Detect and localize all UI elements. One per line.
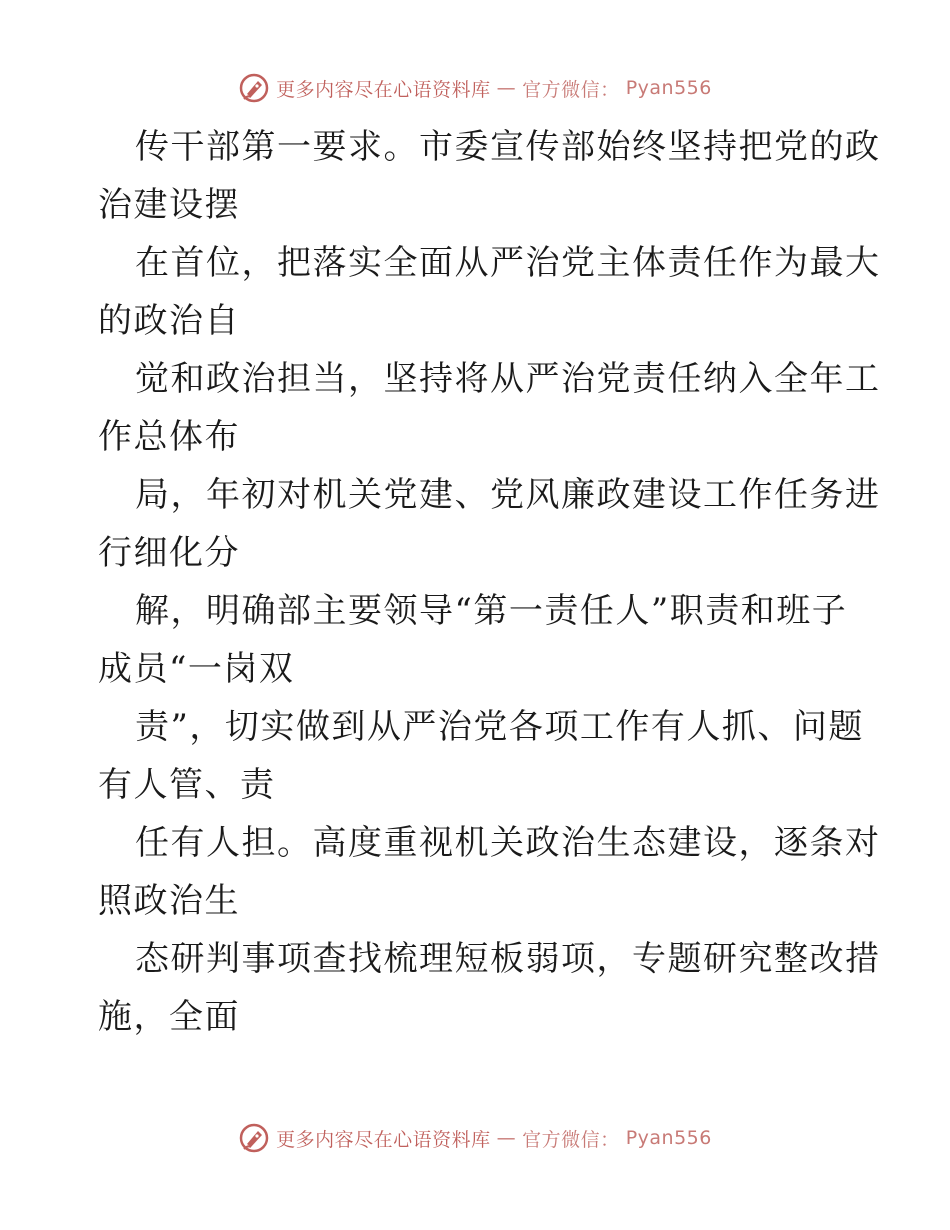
watermark-main-text: 更多内容尽在心语资料库 [276, 1128, 491, 1151]
text-line: 照政治生 [98, 881, 240, 921]
pen-nib-logo-icon [238, 72, 270, 104]
header-watermark [0, 72, 950, 104]
document-body [98, 118, 881, 1046]
watermark-dash: — [496, 1127, 517, 1149]
watermark-account: Pyan556 [625, 1127, 712, 1149]
text-line: 行细化分 [98, 533, 240, 573]
text-line: 成员“一岗双 [98, 649, 295, 689]
watermark-account: Pyan556 [625, 77, 712, 99]
text-line: 觉和政治担当，坚持将从严治党责任纳入全年工 [135, 359, 881, 399]
text-line: 局，年初对机关党建、党风廉政建设工作任务进 [135, 475, 881, 515]
text-line: 责”，切实做到从严治党各项工作有人抓、问题 [135, 707, 864, 747]
text-line: 施，全面 [98, 997, 240, 1037]
watermark-channel-label: 官方微信： [522, 78, 620, 101]
watermark-main-text: 更多内容尽在心语资料库 [276, 78, 491, 101]
text-line: 解，明确部主要领导“第一责任人”职责和班子 [135, 591, 848, 631]
text-line: 传干部第一要求。市委宣传部始终坚持把党的政 [135, 127, 881, 167]
footer-watermark [0, 1122, 950, 1154]
pen-nib-logo-icon [238, 1122, 270, 1154]
text-line: 态研判事项查找梳理短板弱项，专题研究整改措 [135, 939, 881, 979]
watermark-channel-label: 官方微信： [522, 1128, 620, 1151]
text-line: 任有人担。高度重视机关政治生态建设，逐条对 [135, 823, 881, 863]
text-line: 治建设摆 [98, 185, 240, 225]
text-line: 的政治自 [98, 301, 240, 341]
watermark-dash: — [496, 77, 517, 99]
text-line: 在首位，把落实全面从严治党主体责任作为最大 [135, 243, 881, 283]
text-line: 作总体布 [98, 417, 240, 457]
text-line: 有人管、责 [98, 765, 276, 805]
